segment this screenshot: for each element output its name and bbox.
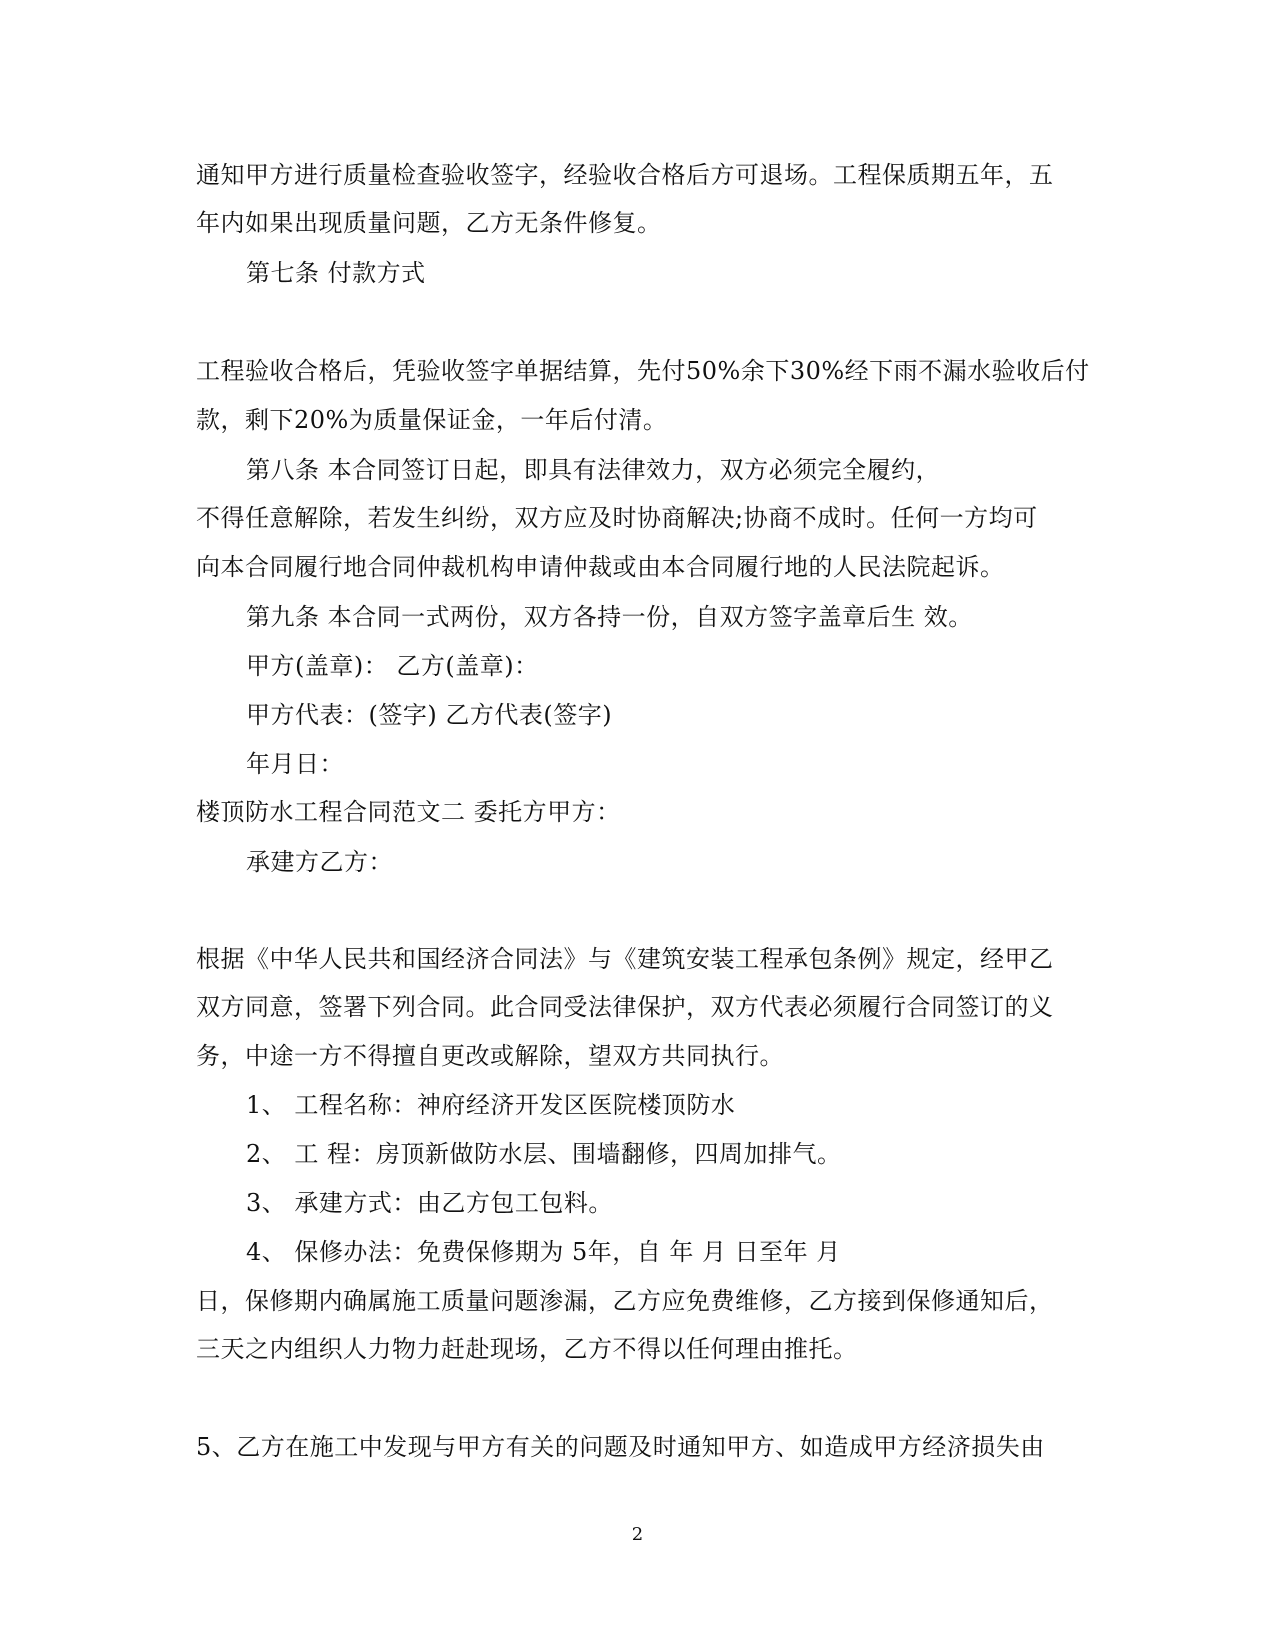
signature-line: 甲方代表：(签字) 乙方代表(签字) [246,701,613,729]
list-item: 1、 工程名称：神府经济开发区医院楼顶防水 [246,1091,736,1119]
text-line: 款，剩下20%为质量保证金，一年后付清。 [196,406,668,434]
text-line: 工程验收合格后，凭验收签字单据结算，先付50%余下30%经下雨不漏水验收后付 [196,357,1090,385]
text-line: 向本合同履行地合同仲裁机构申请仲裁或由本合同履行地的人民法院起诉。 [196,553,1005,581]
page-number: 2 [631,1524,644,1545]
text-line: 通知甲方进行质量检查验收签字，经验收合格后方可退场。工程保质期五年，五 [196,161,1054,189]
text-line: 不得任意解除，若发生纠纷，双方应及时协商解决;协商不成时。任何一方均可 [196,504,1038,532]
text-line: 第九条 本合同一式两份，双方各持一份，自双方签字盖章后生 效。 [246,603,973,631]
text-line: 务，中途一方不得擅自更改或解除，望双方共同执行。 [196,1042,784,1070]
text-line: 日，保修期内确属施工质量问题渗漏，乙方应免费维修，乙方接到保修通知后， [196,1287,1054,1315]
list-item: 3、 承建方式：由乙方包工包料。 [246,1189,613,1217]
text-line: 5、乙方在施工中发现与甲方有关的问题及时通知甲方、如造成甲方经济损失由 [196,1433,1045,1461]
text-line: 三天之内组织人力物力赶赴现场，乙方不得以任何理由推托。 [196,1335,858,1363]
list-item: 4、 保修办法：免费保修期为 5年，自 年 月 日至年 月 [246,1238,841,1266]
text-line: 第八条 本合同签订日起，即具有法律效力，双方必须完全履约， [246,456,941,484]
section-title: 楼顶防水工程合同范文二 委托方甲方： [196,798,621,826]
text-line: 承建方乙方： [246,848,393,876]
text-line: 根据《中华人民共和国经济合同法》与《建筑安装工程承包条例》规定，经甲乙 [196,945,1054,973]
clause-heading: 第七条 付款方式 [246,259,426,287]
text-line: 年内如果出现质量问题，乙方无条件修复。 [196,209,662,237]
text-line: 双方同意，签署下列合同。此合同受法律保护，双方代表必须履行合同签订的义 [196,993,1054,1021]
signature-line: 甲方(盖章)： 乙方(盖章)： [246,652,539,680]
date-line: 年月日： [246,750,344,778]
list-item: 2、 工 程：房顶新做防水层、围墙翻修，四周加排气。 [246,1140,842,1168]
